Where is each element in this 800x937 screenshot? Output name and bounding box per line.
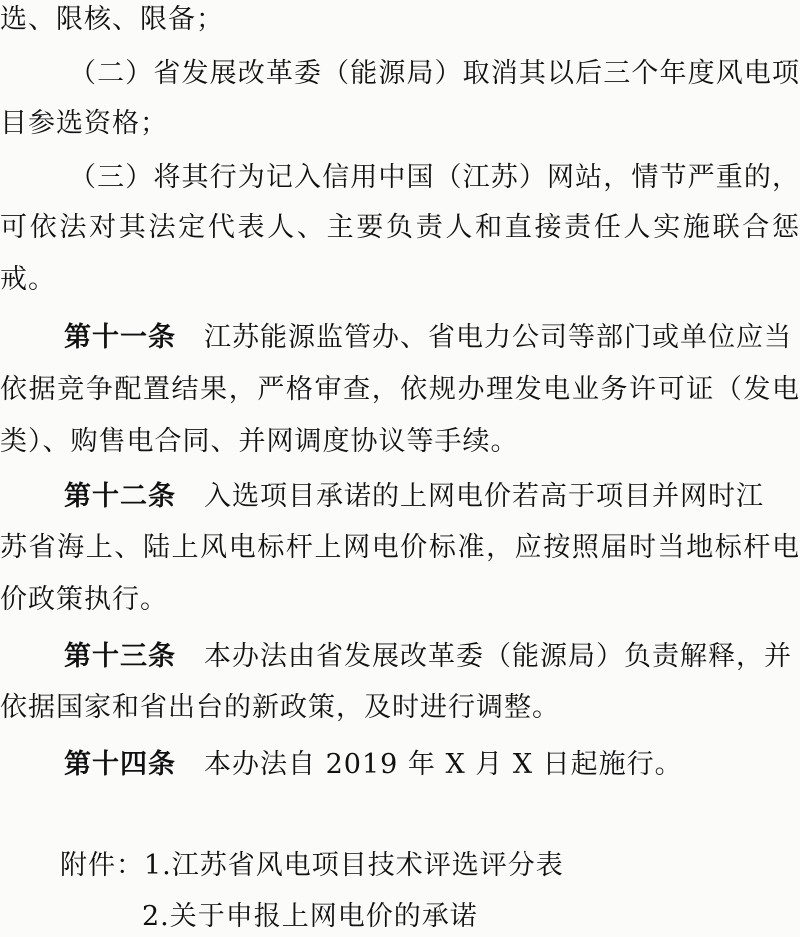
text-line-6-content: 戒。 (0, 264, 56, 295)
attachment-item-2: 2.关于申报上网电价的承诺 (142, 901, 478, 932)
article-11-line-3-wrap (0, 422, 800, 462)
text-line-1 (0, 0, 800, 40)
text-line-1-content: 选、限核、限备； (0, 4, 224, 35)
text-line-4-content: （三）将其行为记入信用中国（江苏）网站，情节严重的， (69, 162, 800, 193)
attachment-item-1: 1.江苏省风电项目技术评选评分表 (144, 850, 564, 881)
attachments-first-line (60, 846, 800, 886)
article-11-line-3: 类）、购售电合同、并网调度协议等手续。 (0, 426, 519, 457)
article-11-first-line (64, 318, 800, 358)
article-11-line-2-wrap (0, 370, 800, 410)
article-13-line-2: 依据国家和省出台的新政策，及时进行调整。 (0, 692, 560, 723)
text-line-3-content: 目参选资格； (0, 108, 168, 139)
article-13-line-1: 本办法由省发展改革委（能源局）负责解释，并 (204, 641, 792, 672)
article-11-line-2: 依据竞争配置结果，严格审查，依规办理发电业务许可证（发电 (0, 374, 800, 405)
attachments-label: 附件： (60, 850, 144, 881)
article-11-line-1: 江苏能源监管办、省电力公司等部门或单位应当 (204, 322, 792, 353)
article-13-first-line (64, 637, 800, 677)
article-11-number: 第十一条 (64, 322, 176, 353)
article-13-line-2-wrap (0, 688, 800, 728)
text-line-5 (0, 208, 800, 248)
article-13-number: 第十三条 (64, 641, 176, 672)
article-12-line-1: 入选项目承诺的上网电价若高于项目并网时江 (204, 481, 764, 512)
text-line-6 (0, 260, 800, 300)
text-line-4 (69, 158, 800, 198)
text-line-5-content: 可依法对其法定代表人、主要负责人和直接责任人实施联合惩 (0, 212, 800, 243)
article-12-number: 第十二条 (64, 481, 176, 512)
text-line-2-content: （二）省发展改革委（能源局）取消其以后三个年度风电项 (69, 58, 800, 89)
article-14-line-1: 本办法自 2019 年 X 月 X 日起施行。 (204, 749, 683, 780)
article-12-line-3-wrap (0, 580, 800, 620)
article-12-line-2-wrap (0, 528, 800, 568)
article-12-line-3: 价政策执行。 (0, 584, 168, 615)
article-12-first-line (64, 477, 800, 517)
article-12-line-2: 苏省海上、陆上风电标杆上网电价标准，应按照届时当地标杆电 (0, 532, 800, 563)
attachments-second-line (142, 897, 800, 937)
article-14-number: 第十四条 (64, 749, 176, 780)
article-14-first-line (64, 745, 800, 785)
text-line-2 (69, 54, 800, 94)
text-line-3 (0, 104, 800, 144)
